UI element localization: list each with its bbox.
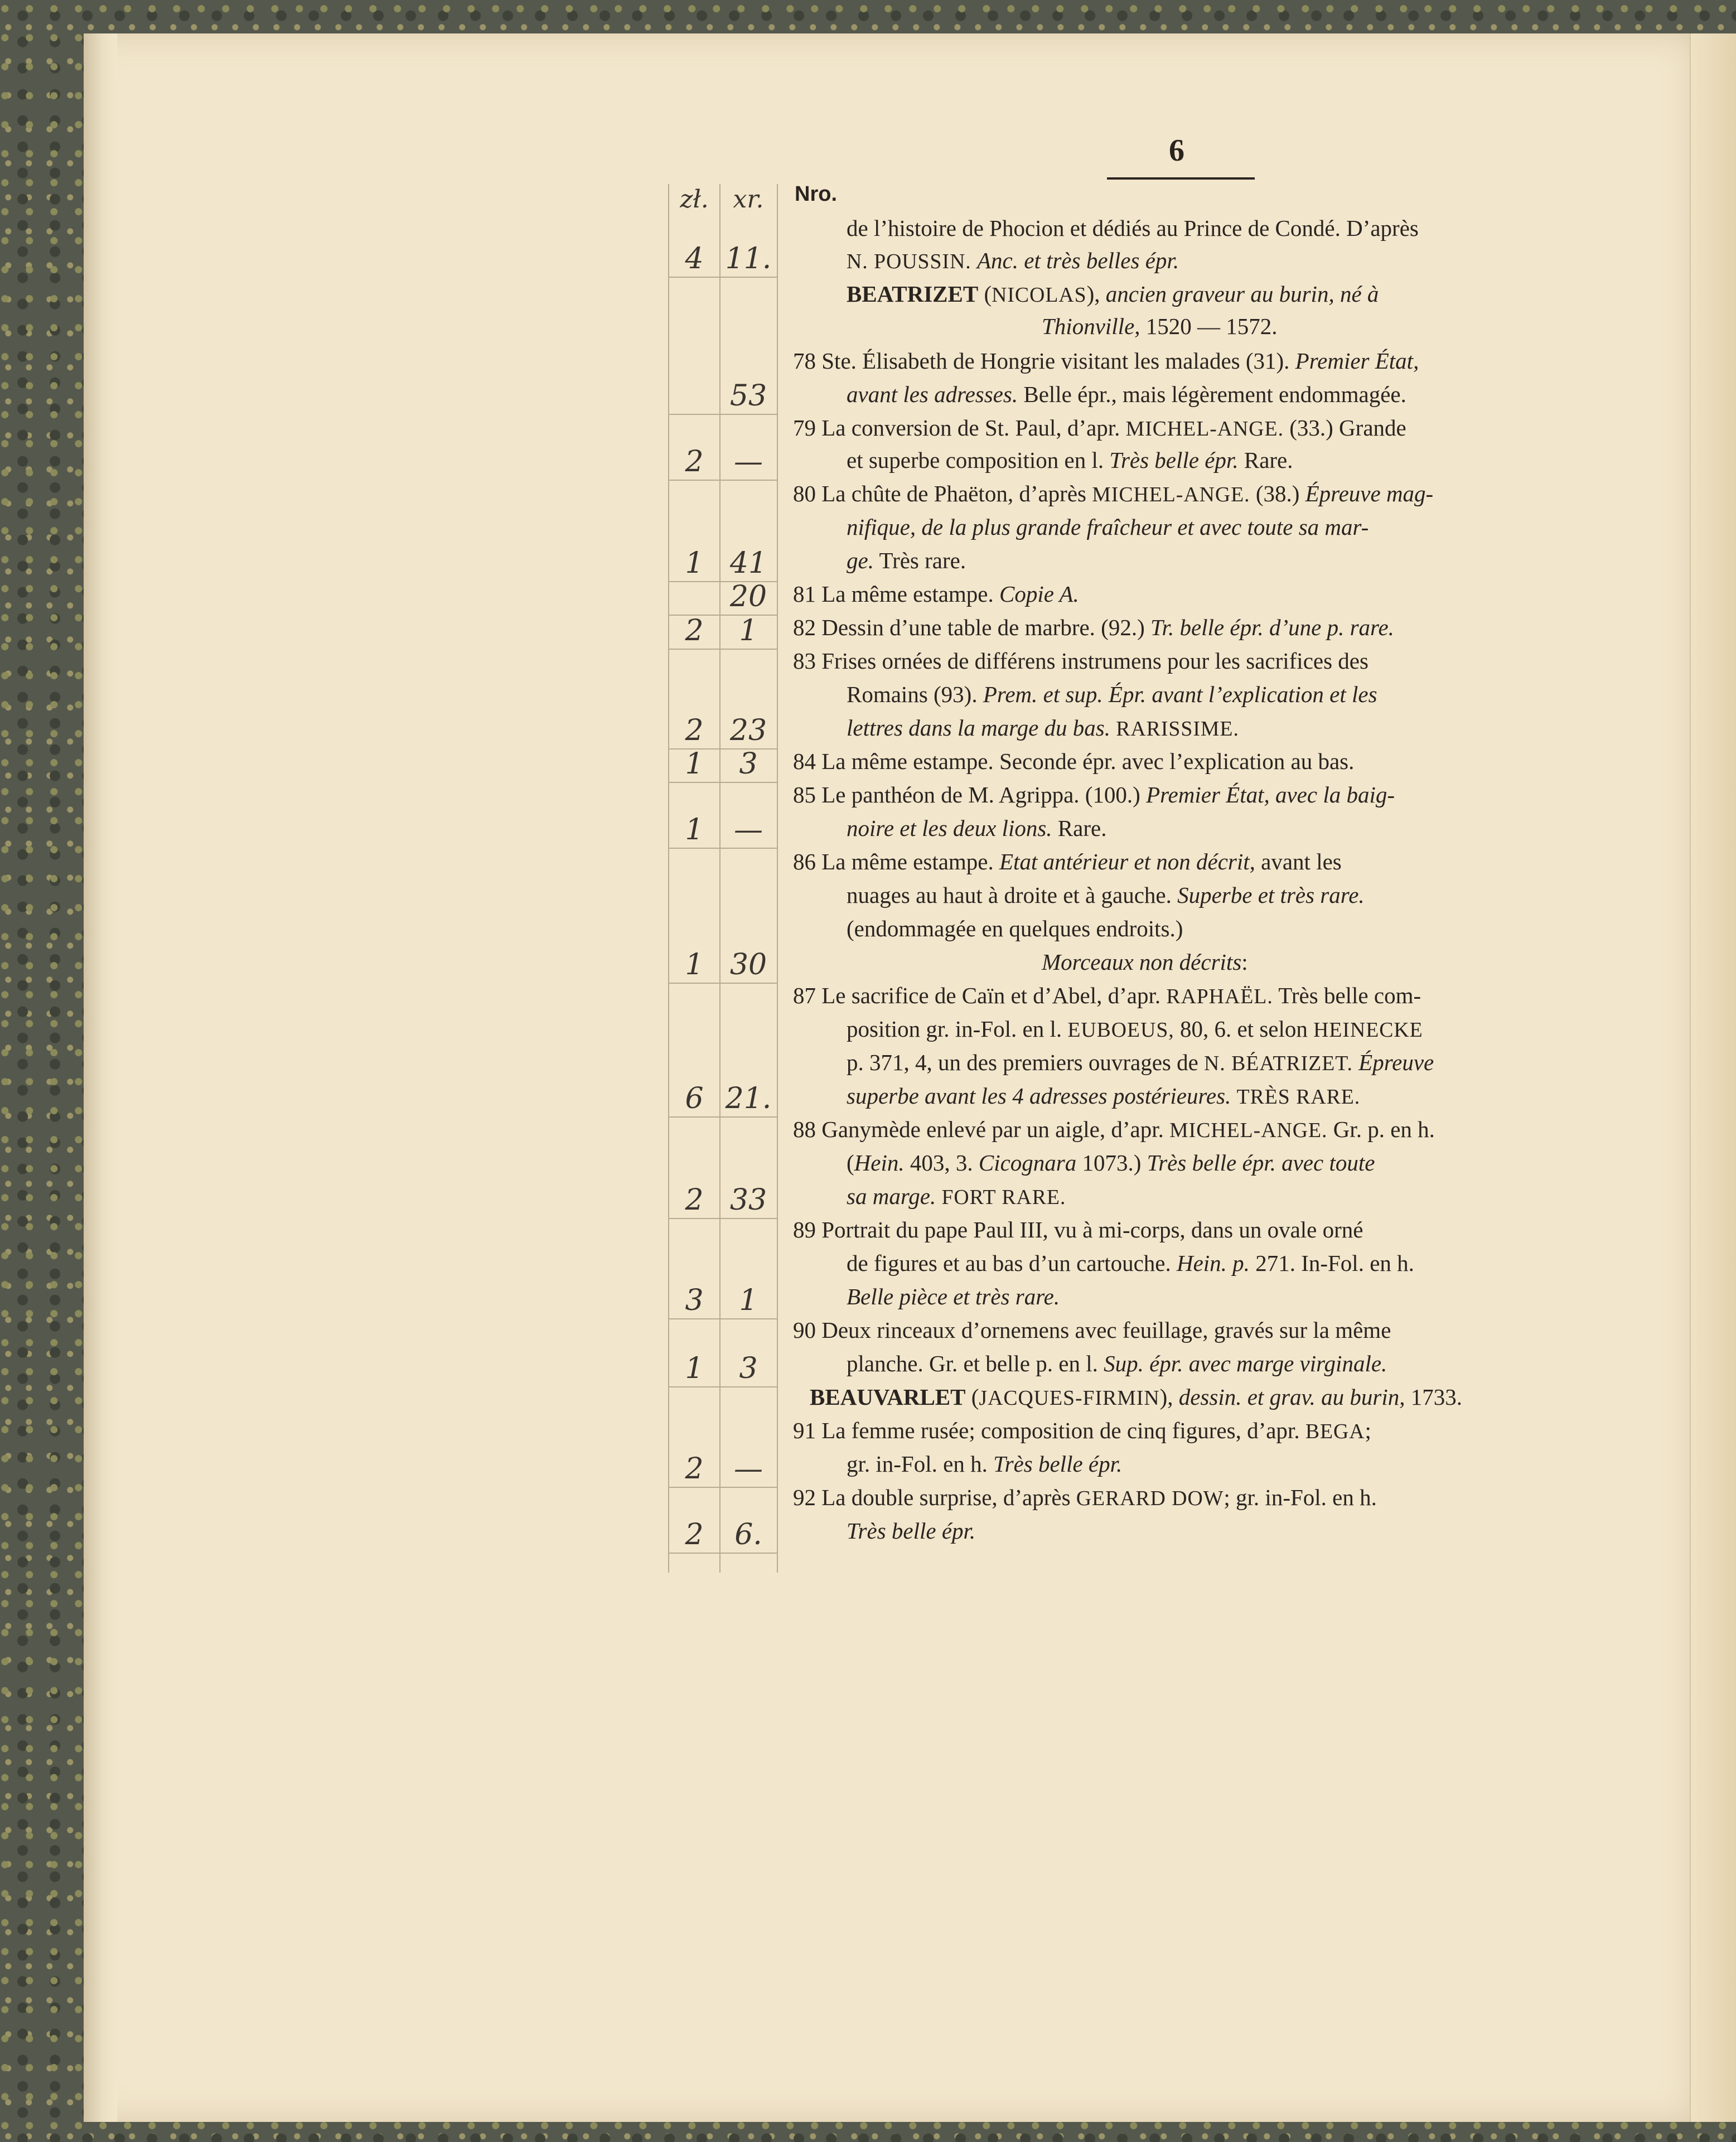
price-zloty: 2 <box>685 445 704 478</box>
price-zloty: 2 <box>685 614 704 647</box>
price-zloty: 1 <box>685 747 704 781</box>
price-kreuzer: 11. <box>725 242 772 275</box>
price-kreuzer: — <box>734 445 763 478</box>
text-line: Romains (93). Prem. et sup. Épr. avant l’explication et les <box>847 681 1377 707</box>
price-zloty: 1 <box>685 1352 704 1385</box>
price-kreuzer: 23 <box>729 714 767 747</box>
price-zloty: 1 <box>685 813 704 847</box>
text-line: 92 La double surprise, d’après GERARD DOW; gr. in-Fol. en h. <box>793 1485 1377 1510</box>
text-line: 81 La même estampe. Copie A. <box>793 581 1079 607</box>
text-line: BEAUVARLET (JACQUES-FIRMIN), dessin. et grav. au burin, 1733. <box>810 1384 1463 1410</box>
price-kreuzer: 3 <box>739 747 758 781</box>
text-line: 88 Ganymède enlevé par un aigle, d’apr. MICHEL-ANGE. Gr. p. en h. <box>793 1116 1435 1142</box>
text-line: 89 Portrait du pape Paul III, vu à mi-corps, dans un ovale orné <box>793 1217 1363 1242</box>
price-zloty: 6 <box>685 1082 704 1115</box>
text-line: (endommagée en quelques endroits.) <box>847 916 1183 941</box>
text-line: Belle pièce et très rare. <box>847 1284 1060 1309</box>
nro-label: Nro. <box>795 182 837 206</box>
price-kreuzer: 20 <box>729 580 767 613</box>
facing-page-edge <box>1690 33 1736 2122</box>
price-kreuzer: 30 <box>729 948 767 981</box>
price-kreuzer: 21. <box>725 1082 772 1115</box>
price-zloty: 2 <box>685 1183 704 1217</box>
page-number: 6 <box>1169 133 1184 168</box>
text-line: 90 Deux rinceaux d’ornemens avec feuillage, gravés sur la même <box>793 1317 1391 1343</box>
page-number-rule <box>1107 177 1255 180</box>
text-line: 79 La conversion de St. Paul, d’apr. MICHEL-ANGE. (33.) Grande <box>793 415 1406 441</box>
price-zloty: 1 <box>685 547 704 580</box>
price-kreuzer: — <box>734 813 763 847</box>
price-kreuzer: — <box>734 1452 763 1486</box>
column-head-zloty: zł. <box>680 185 709 214</box>
column-head-kreuzer: xr. <box>733 185 764 214</box>
text-line: 85 Le panthéon de M. Agrippa. (100.) Premier État, avec la baig- <box>793 782 1395 808</box>
text-line: superbe avant les 4 adresses postérieures. TRÈS RARE. <box>847 1083 1361 1109</box>
text-line: (Hein. 403, 3. Cicognara 1073.) Très belle épr. avec toute <box>847 1150 1375 1176</box>
row-separator <box>668 649 778 650</box>
price-zloty: 2 <box>685 1452 704 1486</box>
text-line: 83 Frises ornées de différens instrumens pour les sacrifices des <box>793 648 1369 674</box>
text-line: ge. Très rare. <box>847 548 966 573</box>
text-line: p. 371, 4, un des premiers ouvrages de N. BÉATRIZET. Épreuve <box>847 1050 1434 1075</box>
text-line: 78 Ste. Élisabeth de Hongrie visitant les malades (31). Premier État, <box>793 348 1419 374</box>
text-line: 84 La même estampe. Seconde épr. avec l’explication au bas. <box>793 748 1355 774</box>
row-separator <box>668 1553 778 1554</box>
text-line: Morceaux non décrits: <box>1042 949 1248 975</box>
text-line: planche. Gr. et belle p. en l. Sup. épr. avec marge virginale. <box>847 1351 1387 1376</box>
text-line: avant les adresses. Belle épr., mais légèrement endommagée. <box>847 381 1406 407</box>
price-kreuzer: 1 <box>739 614 758 647</box>
text-line: BEATRIZET (NICOLAS), ancien graveur au burin, né à <box>847 281 1379 307</box>
price-kreuzer: 53 <box>729 379 767 413</box>
text-line: et superbe composition en l. Très belle épr. Rare. <box>847 447 1293 473</box>
text-line: gr. in-Fol. en h. Très belle épr. <box>847 1451 1123 1477</box>
row-separator <box>668 782 778 783</box>
column-rule-right <box>777 184 778 1573</box>
text-line: noire et les deux lions. Rare. <box>847 815 1107 841</box>
text-line: nifique, de la plus grande fraîcheur et avec toute sa mar- <box>847 514 1369 540</box>
price-zloty: 2 <box>685 1518 704 1551</box>
text-line: 82 Dessin d’une table de marbre. (92.) Tr. belle épr. d’une p. rare. <box>793 615 1394 640</box>
price-kreuzer: 3 <box>739 1352 758 1385</box>
text-line: position gr. in-Fol. en l. EUBOEUS, 80, 6. et selon HEINECKE <box>847 1016 1423 1042</box>
text-line: 91 La femme rusée; composition de cinq figures, d’apr. BEGA; <box>793 1418 1371 1443</box>
row-separator <box>668 480 778 481</box>
text-line: lettres dans la marge du bas. RARISSIME. <box>847 715 1239 741</box>
price-zloty: 2 <box>685 714 704 747</box>
price-zloty: 4 <box>685 242 704 275</box>
price-kreuzer: 41 <box>729 547 767 580</box>
price-kreuzer: 33 <box>729 1183 767 1217</box>
row-separator <box>668 414 778 415</box>
text-line: Thionville, 1520 — 1572. <box>1042 313 1278 339</box>
row-separator <box>668 277 778 278</box>
text-line: de figures et au bas d’un cartouche. Hein. p. 271. In-Fol. en h. <box>847 1250 1414 1276</box>
text-line: 87 Le sacrifice de Caïn et d’Abel, d’apr. RAPHAËL. Très belle com- <box>793 983 1421 1008</box>
price-zloty: 1 <box>685 948 704 981</box>
row-separator <box>668 983 778 984</box>
text-line: de l’histoire de Phocion et dédiés au Prince de Condé. D’après <box>847 215 1419 241</box>
text-line: 86 La même estampe. Etat antérieur et non décrit, avant les <box>793 849 1342 874</box>
text-line: sa marge. FORT RARE. <box>847 1183 1066 1209</box>
row-separator <box>668 1386 778 1387</box>
page-gutter <box>84 33 117 2122</box>
row-separator <box>668 1218 778 1219</box>
row-separator <box>668 1116 778 1118</box>
text-line: Très belle épr. <box>847 1518 976 1544</box>
text-line: nuages au haut à droite et à gauche. Superbe et très rare. <box>847 882 1365 908</box>
text-line: 80 La chûte de Phaëton, d’après MICHEL-ANGE. (38.) Épreuve mag- <box>793 481 1434 506</box>
row-separator <box>668 848 778 849</box>
text-line: N. POUSSIN. Anc. et très belles épr. <box>847 248 1179 273</box>
row-separator <box>668 1318 778 1319</box>
price-zloty: 3 <box>685 1284 704 1317</box>
price-kreuzer: 1 <box>739 1284 758 1317</box>
row-separator <box>668 1487 778 1488</box>
price-kreuzer: 6. <box>734 1518 762 1551</box>
